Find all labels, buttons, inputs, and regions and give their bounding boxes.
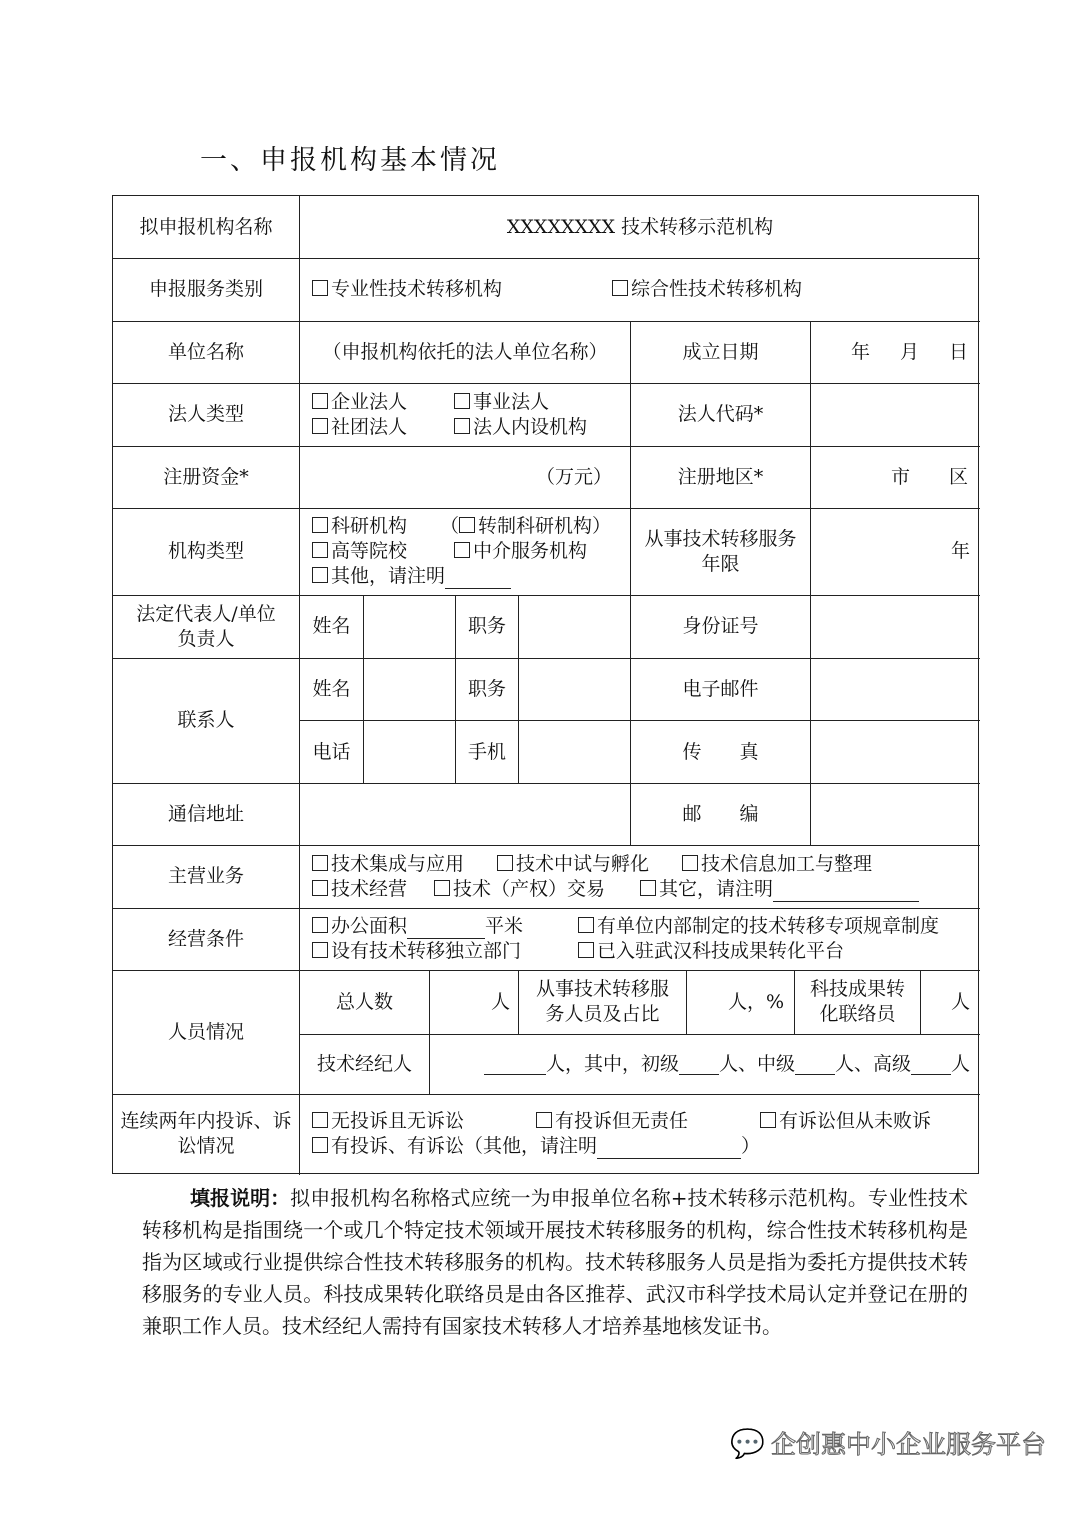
instructions-text: 拟申报机构名称格式应统一为申报单位名称+技术转移示范机构。专业性技术转移机构是指围绕一个或几个特定技术领域开展技术转移服务的机构，综合性技术转移机构是指为区域或行业提供综合性技术转移服务的机构。技术转移服务人员是指为委托方提供技术转移服务的专业人员。科技成果转化联络员是由各区推荐、武汉市科学技术局认定并登记在册的兼职工作人员。技术经纪人需持有国家技术转移人才培养基地核发证书。 <box>142 1186 969 1338</box>
address-field[interactable] <box>300 783 630 845</box>
address-label: 通信地址 <box>167 802 244 825</box>
service-years-label: 从事技术转移服务年限 <box>644 527 797 575</box>
watermark <box>730 1425 1046 1461</box>
checkbox-icon[interactable] <box>434 880 450 896</box>
legal-type-label: 法人类型 <box>167 403 244 425</box>
checkbox-icon[interactable] <box>312 517 328 533</box>
org-name-value[interactable]: XXXXXXXX 技术转移示范机构 <box>506 215 774 238</box>
service-staff-label: 从事技术转移服务人员及占比 <box>535 978 669 1025</box>
conditions-office-area-option[interactable]: 办公面积 平米 <box>312 914 578 939</box>
contact-mobile-field[interactable] <box>519 721 630 783</box>
checkbox-icon[interactable] <box>312 567 328 583</box>
business-other-option[interactable]: 其它，请注明 <box>640 878 919 900</box>
service-type-label: 申报服务类别 <box>148 278 263 300</box>
legal-rep-title-label: 职务 <box>467 615 506 637</box>
checkbox-icon[interactable] <box>312 942 328 958</box>
service-type-professional-option[interactable]: 专业性技术转移机构 <box>312 277 502 302</box>
service-type-comprehensive-option[interactable]: 综合性技术转移机构 <box>612 277 802 302</box>
contact-email-field[interactable] <box>811 658 980 720</box>
checkbox-icon[interactable] <box>312 880 328 896</box>
business-integration-option[interactable]: 技术集成与应用 <box>312 852 497 877</box>
liaison-field[interactable]: 人 <box>950 990 970 1013</box>
wechat-icon: 💬 <box>730 1426 765 1460</box>
operating-conditions-label: 经营条件 <box>167 927 244 950</box>
checkbox-icon[interactable] <box>312 418 328 434</box>
inst-type-agency-option[interactable]: 中介服务机构 <box>454 540 587 562</box>
checkbox-icon[interactable] <box>312 542 328 558</box>
liaison-label: 科技成果转化联络员 <box>809 978 905 1025</box>
business-operation-option[interactable]: 技术经营 <box>312 877 434 902</box>
total-staff-label: 总人数 <box>335 990 393 1013</box>
business-information-option[interactable]: 技术信息加工与整理 <box>682 853 872 875</box>
registered-capital-field[interactable]: （万元） <box>535 465 612 488</box>
legal-rep-label: 法定代表人/单位负责人 <box>136 602 276 650</box>
institution-type-label: 机构类型 <box>167 540 244 562</box>
contact-title-field[interactable] <box>519 658 630 720</box>
org-name-label: 拟申报机构名称 <box>139 215 273 238</box>
complaints-never-lost-option[interactable]: 有诉讼但从未败诉 <box>760 1110 931 1132</box>
legal-rep-title-field[interactable] <box>519 595 630 658</box>
instructions-label: 填报说明： <box>190 1186 291 1210</box>
checkbox-icon[interactable] <box>459 517 475 533</box>
contact-phone-field[interactable] <box>364 721 455 783</box>
inst-type-converted-option[interactable]: 转制科研机构） <box>459 515 611 537</box>
inst-type-university-option[interactable]: 高等院校 <box>312 539 454 564</box>
checkbox-icon[interactable] <box>312 1137 328 1153</box>
checkbox-icon[interactable] <box>578 917 594 933</box>
contact-label: 联系人 <box>177 709 235 731</box>
complaints-other-option[interactable]: 有投诉、有诉讼（其他，请注明 ） <box>312 1134 760 1159</box>
business-incubation-option[interactable]: 技术中试与孵化 <box>497 852 682 877</box>
checkbox-icon[interactable] <box>312 855 328 871</box>
legal-rep-id-label: 身份证号 <box>682 615 759 637</box>
contact-fax-field[interactable] <box>811 721 980 783</box>
conditions-platform-option[interactable]: 已入驻武汉科技成果转化平台 <box>578 940 844 962</box>
checkbox-icon[interactable] <box>454 393 470 409</box>
contact-fax-label: 传 真 <box>682 740 759 763</box>
checkbox-icon[interactable] <box>312 1112 328 1128</box>
registered-region-field[interactable]: 市 区 <box>891 465 968 488</box>
unit-name-label: 单位名称 <box>167 340 244 363</box>
contact-title-label: 职务 <box>467 677 506 700</box>
checkbox-icon[interactable] <box>312 393 328 409</box>
conditions-department-option[interactable]: 设有技术转移独立部门 <box>312 939 578 964</box>
checkbox-icon[interactable] <box>760 1112 776 1128</box>
checkbox-icon[interactable] <box>536 1112 552 1128</box>
service-years-field[interactable]: 年 <box>950 540 970 562</box>
registered-region-label: 注册地区* <box>677 465 764 488</box>
legal-type-society-option[interactable]: 社团法人 <box>312 415 454 440</box>
business-trading-option[interactable]: 技术（产权）交易 <box>434 877 640 902</box>
contact-email-label: 电子邮件 <box>682 677 759 700</box>
checkbox-icon[interactable] <box>497 855 513 871</box>
registered-capital-label: 注册资金* <box>163 465 249 488</box>
complaints-none-option[interactable]: 无投诉且无诉讼 <box>312 1109 536 1134</box>
inst-type-other-option[interactable]: 其他，请注明 <box>312 564 511 589</box>
postcode-field[interactable] <box>811 783 980 845</box>
founding-date-label: 成立日期 <box>682 340 759 363</box>
main-business-label: 主营业务 <box>167 865 244 887</box>
checkbox-icon[interactable] <box>454 542 470 558</box>
unit-name-field[interactable]: （申报机构依托的法人单位名称） <box>322 340 608 363</box>
section-heading: 一、申报机构基本情况 <box>200 145 500 176</box>
legal-code-label: 法人代码* <box>677 403 764 425</box>
legal-code-field[interactable] <box>811 383 980 446</box>
complaints-no-liability-option[interactable]: 有投诉但无责任 <box>536 1109 760 1134</box>
checkbox-icon[interactable] <box>578 942 594 958</box>
filling-instructions <box>142 1182 968 1342</box>
broker-label: 技术经纪人 <box>316 1053 412 1075</box>
inst-type-research-option[interactable]: 科研机构 <box>312 514 440 539</box>
legal-type-institution-option[interactable]: 事业法人 <box>454 391 549 413</box>
contact-name-label: 姓名 <box>312 677 351 700</box>
broker-field[interactable]: 人，其中，初级 人、中级 人、高级 人 <box>430 1035 980 1094</box>
service-staff-field[interactable]: 人，% <box>727 990 784 1013</box>
complaints-label: 连续两年内投诉、诉讼情况 <box>120 1110 292 1157</box>
founding-date-field[interactable]: 年 月 日 <box>851 340 968 363</box>
legal-type-internal-option[interactable]: 法人内设机构 <box>454 416 587 438</box>
legal-rep-id-field[interactable] <box>811 595 980 658</box>
legal-rep-name-field[interactable] <box>364 595 455 658</box>
checkbox-icon[interactable] <box>454 418 470 434</box>
contact-mobile-label: 手机 <box>467 740 506 763</box>
checkbox-icon[interactable] <box>612 280 628 296</box>
checkbox-icon[interactable] <box>682 855 698 871</box>
postcode-label: 邮 编 <box>682 802 759 825</box>
staff-label: 人员情况 <box>167 1020 244 1043</box>
total-staff-field[interactable]: 人 <box>490 990 510 1013</box>
contact-name-field[interactable] <box>364 658 455 720</box>
conditions-regulations-option[interactable]: 有单位内部制定的技术转移专项规章制度 <box>578 915 939 937</box>
checkbox-icon[interactable] <box>640 880 656 896</box>
contact-phone-label: 电话 <box>312 740 351 763</box>
legal-rep-name-label: 姓名 <box>312 615 351 637</box>
application-form: 拟申报机构名称 XXXXXXXX 技术转移示范机构 申报服务类别 专业性技术转移机构 综合性技术转移机构 单位名称 （申报机构依托的法人单位名称） 成立日期 年 月 日 法人类型 企业法人 事业法人 社团法人 法人内设机构 法人代码* 注册资金* （万元） 注册地区* 市 区 机构类型 科研机构 （ 转制科研机构） 高等院校 中介服务机构 其他，请注明 从事技术转移服务年限 年 法定代表人/单位负责人 姓名 职务 身份证号 联系人 姓名 职务 电子邮件 电话 手机 传 真 通信地址 邮 编 主营业务 技术集成与应用 技术中试与孵化 技术信息加工与整理 技术经营 技术（产权）交易 其它，请注明 经营条件 办公面积 平米 有单位内部制定的技术转移专项规章制度 设有技术转移独立部门 已入驻武汉科技成果转化平台 人员情况 总人数 人 从事技术转移服务人员及占比 人，% 科技成果转化联络员 人 技术经纪人 人，其中，初级 人、中级 人、高级 人 连续两年内投诉、诉讼情况 无投诉且无诉讼 有投诉但无责任 有诉讼但从未败诉 有投诉、有诉讼（其他，请注明 ） <box>112 195 979 1174</box>
checkbox-icon[interactable] <box>312 280 328 296</box>
watermark-text: 企创惠中小企业服务平台 <box>770 1430 1046 1459</box>
checkbox-icon[interactable] <box>312 917 328 933</box>
legal-type-enterprise-option[interactable]: 企业法人 <box>312 390 454 415</box>
